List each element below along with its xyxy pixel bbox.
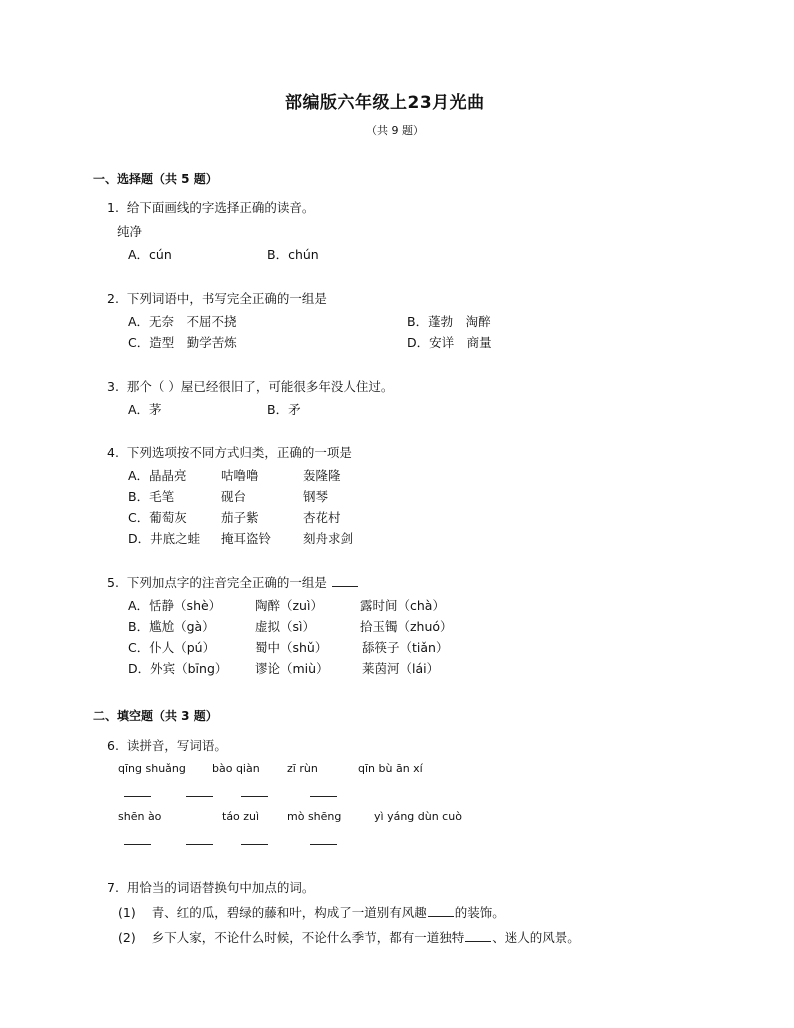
answer-blank[interactable]: [332, 574, 358, 587]
question-number: 4.: [107, 445, 119, 460]
option-b[interactable]: B．蓬勃 淘醉: [407, 314, 491, 329]
sentence-after: 、迷人的风景。: [492, 930, 580, 945]
option-d-word-3: 刻舟求剑: [303, 531, 354, 546]
option-a-word-2: 陶醉（zuì）: [255, 598, 323, 613]
option-a-word-3: 轰隆隆: [303, 468, 341, 483]
pinyin-item: táo zuì: [222, 810, 260, 823]
question-number: 1.: [107, 200, 119, 215]
pinyin-item: shēn ào: [118, 810, 162, 823]
option-d[interactable]: D．安详 商量: [407, 335, 492, 350]
option-d-word-2: 掩耳盗铃: [221, 531, 272, 546]
option-d-word-2: 谬论（miù）: [255, 661, 329, 676]
option-c-word-2: 蜀中（shǔ）: [255, 640, 328, 655]
section-heading-fill: 二、填空题（共 3 题）: [93, 709, 218, 723]
pinyin-item: zī rùn: [287, 762, 318, 775]
option-a[interactable]: A．无奈 不屈不挠: [128, 314, 237, 329]
question-number: 3.: [107, 379, 119, 394]
option-c[interactable]: C．仆人（pú）: [128, 640, 216, 655]
question-4: [107, 443, 352, 461]
question-2: [107, 289, 327, 307]
answer-blank[interactable]: [124, 844, 151, 845]
question-1: [107, 198, 314, 216]
sub-question-1: [118, 903, 505, 921]
option-d[interactable]: D．井底之蛙: [128, 531, 201, 546]
question-number: 6.: [107, 738, 119, 753]
question-text: 读拼音，写词语。: [126, 738, 227, 753]
pinyin-item: qīng shuǎng: [118, 762, 186, 775]
question-6: [107, 736, 227, 754]
answer-blank[interactable]: [241, 796, 268, 797]
sub-question-label: (2): [118, 930, 136, 945]
pinyin-item: bào qiàn: [212, 762, 260, 775]
option-d[interactable]: D．外宾（bīng）: [128, 661, 228, 676]
option-b[interactable]: B．尴尬（gà）: [128, 619, 215, 634]
option-a[interactable]: A．恬静（shè）: [128, 598, 222, 613]
option-a[interactable]: A．cún: [128, 247, 172, 262]
option-c-word-2: 茄子紫: [221, 510, 259, 525]
question-number: 2.: [107, 291, 119, 306]
question-text: 下列加点字的注音完全正确的一组是: [126, 575, 327, 590]
pinyin-item: mò shēng: [287, 810, 342, 823]
question-text: 用恰当的词语替换句中加点的词。: [126, 880, 315, 895]
question-text: 给下面画线的字选择正确的读音。: [126, 200, 315, 215]
answer-blank[interactable]: [310, 796, 337, 797]
question-7: [107, 878, 314, 896]
pinyin-item: yì yáng dùn cuò: [374, 810, 462, 823]
option-b-word-3: 钢琴: [303, 489, 329, 504]
sentence-before: 青、红的瓜，碧绿的藤和叶，构成了一道别有风趣: [151, 905, 427, 920]
section-heading-choice: 一、选择题（共 5 题）: [93, 172, 218, 186]
sub-question-label: (1): [118, 905, 136, 920]
question-3: [107, 377, 393, 395]
option-c[interactable]: C．葡萄灰: [128, 510, 187, 525]
option-b[interactable]: B．矛: [267, 402, 301, 417]
option-b-word-3: 拾玉镯（zhuó）: [360, 619, 453, 634]
page-subtitle: （共 9 题）: [366, 124, 424, 137]
question-text: 下列词语中，书写完全正确的一组是: [126, 291, 327, 306]
sentence-after: 的装饰。: [454, 905, 505, 920]
answer-blank[interactable]: [241, 844, 268, 845]
answer-blank[interactable]: [428, 904, 454, 917]
answer-blank[interactable]: [186, 796, 213, 797]
option-b[interactable]: B．chún: [267, 247, 319, 262]
sub-question-2: [118, 928, 580, 946]
question-number: 7.: [107, 880, 119, 895]
sentence-before: 乡下人家，不论什么时候，不论什么季节，都有一道独特: [151, 930, 465, 945]
option-c[interactable]: C．造型 勤学苦炼: [128, 335, 237, 350]
option-b[interactable]: B．毛笔: [128, 489, 175, 504]
answer-blank[interactable]: [124, 796, 151, 797]
pinyin-item: qīn bù ān xí: [358, 762, 423, 775]
answer-blank[interactable]: [310, 844, 337, 845]
option-b-word-2: 砚台: [221, 489, 247, 504]
underlined-word: 纯净: [117, 224, 143, 239]
page-title: 部编版六年级上23月光曲: [285, 93, 485, 113]
option-a[interactable]: A．晶晶亮: [128, 468, 187, 483]
question-text: 下列选项按不同方式归类，正确的一项是: [126, 445, 352, 460]
answer-blank[interactable]: [186, 844, 213, 845]
option-a-word-2: 咕噜噜: [221, 468, 259, 483]
answer-blank[interactable]: [465, 929, 491, 942]
question-number: 5.: [107, 575, 119, 590]
option-a[interactable]: A．茅: [128, 402, 162, 417]
option-b-word-2: 虚拟（sì）: [255, 619, 315, 634]
question-text: 那个（ ）屋已经很旧了，可能很多年没人住过。: [126, 379, 394, 394]
question-5: [107, 573, 359, 591]
option-d-word-3: 莱茵河（lái）: [362, 661, 440, 676]
option-c-word-3: 舔筷子（tiǎn）: [362, 640, 449, 655]
option-c-word-3: 杏花村: [303, 510, 341, 525]
option-a-word-3: 露时间（chà）: [360, 598, 445, 613]
